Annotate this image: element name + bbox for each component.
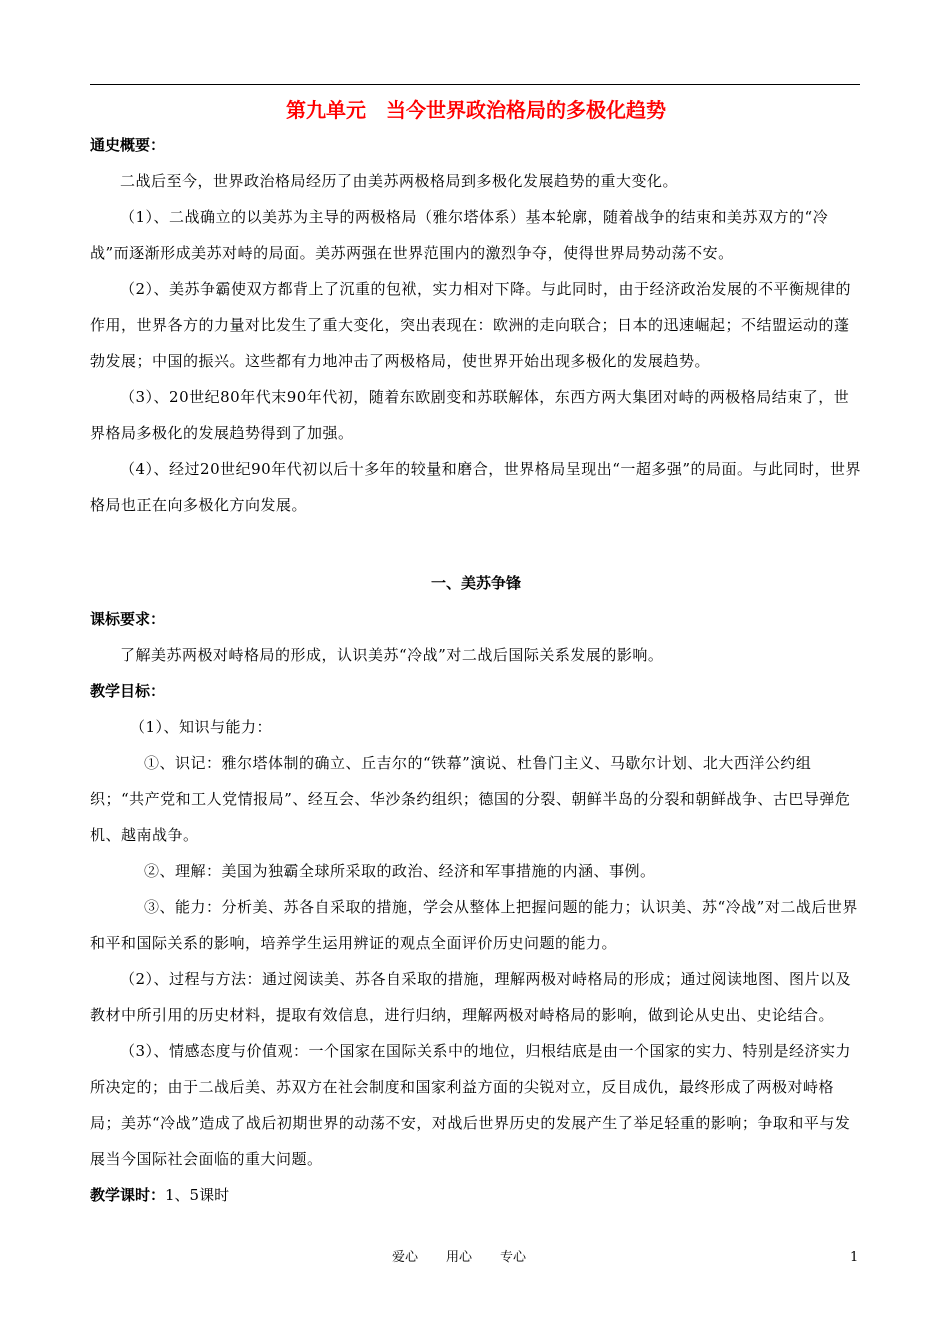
document-body <box>90 95 862 1213</box>
standard-text: 了解美苏两极对峙格局的形成，认识美苏“冷战”对二战后国际关系发展的影响。 <box>120 646 664 664</box>
overview-paragraph: （4）、经过20世纪90年代初以后十多年的较量和磨合，世界格局呈现出“一超多强”的局面。与此同时，世界格局也正在向多极化方向发展。 <box>90 460 862 514</box>
overview-paragraph: 二战后至今，世界政治格局经历了由美苏两极格局到多极化发展趋势的重大变化。 <box>120 172 679 190</box>
goal3-paragraph: （3）、情感态度与价值观：一个国家在国际关系中的地位，归根结底是由一个国家的实力、特别是经济实力所决定的；由于二战后美、苏双方在社会制度和国家利益方面的尖锐对立，反目成仇，最终形成了两极对峙格局；美苏“冷战”造成了战后初期世界的动荡不安，对战后世界历史的发展产生了举足轻重的影响；争取和平与发展当今国际社会面临的重大问题。 <box>90 1042 852 1168</box>
goal1-item: ②、理解：美国为独霸全球所采取的政治、经济和军事措施的内涵、事例。 <box>144 862 656 880</box>
footer-motto-word: 用心 <box>446 1250 473 1265</box>
goal1-item: ①、识记：雅尔塔体制的确立、丘吉尔的“铁幕”演说、杜鲁门主义、马歇尔计划、北大西洋公约组织；“共产党和工人党情报局”、经互会、华沙条约组织；德国的分裂、朝鲜半岛的分裂和朝鲜战争、古巴导弹危机、越南战争。 <box>90 754 851 844</box>
header-rule <box>90 84 860 85</box>
footer-motto-word: 爱心 <box>392 1250 419 1265</box>
footer-motto <box>392 1248 554 1268</box>
footer-motto-word: 专心 <box>500 1250 527 1265</box>
goals-heading: 教学目标： <box>90 682 166 700</box>
overview-paragraph: （3）、20世纪80年代末90年代初，随着东欧剧变和苏联解体，东西方两大集团对峙的两极格局结束了，世界格局多极化的发展趋势得到了加强。 <box>90 388 850 442</box>
overview-paragraph: （1）、二战确立的以美苏为主导的两极格局（雅尔塔体系）基本轮廓，随着战争的结束和美苏双方的“冷战”而逐渐形成美苏对峙的局面。美苏两强在世界范围内的激烈争夺，使得世界局势动荡不安。 <box>90 208 829 262</box>
goal1-item: ③、能力：分析美、苏各自采取的措施，学会从整体上把握问题的能力；认识美、苏“冷战”对二战后世界和平和国际关系的影响，培养学生运用辨证的观点全面评价历史问题的能力。 <box>90 898 858 952</box>
teaching-hours <box>90 1177 862 1213</box>
standard-heading: 课标要求： <box>90 610 166 628</box>
page-number: 1 <box>850 1250 859 1265</box>
goal2-paragraph: （2）、过程与方法：通过阅读美、苏各自采取的措施，理解两极对峙格局的形成；通过阅读地图、图片以及教材中所引用的历史材料，提取有效信息，进行归纳，理解两极对峙格局的影响，做到论从史出、史论结合。 <box>90 970 852 1024</box>
hours-label: 教学课时： <box>90 1186 166 1204</box>
page-footer <box>0 1248 950 1268</box>
goal1-label: （1）、知识与能力： <box>130 718 273 736</box>
hours-value: 1、5课时 <box>165 1186 230 1204</box>
overview-heading: 通史概要： <box>90 136 166 154</box>
overview-paragraph: （2）、美苏争霸使双方都背上了沉重的包袱，实力相对下降。与此同时，由于经济政治发展的不平衡规律的作用，世界各方的力量对比发生了重大变化，突出表现在：欧洲的走向联合；日本的迅速崛起；不结盟运动的蓬勃发展；中国的振兴。这些都有力地冲击了两极格局，使世界开始出现多极化的发展趋势。 <box>90 280 852 370</box>
section-title: 一、美苏争锋 <box>430 574 521 592</box>
unit-title: 第九单元 当今世界政治格局的多极化趋势 <box>286 98 666 122</box>
